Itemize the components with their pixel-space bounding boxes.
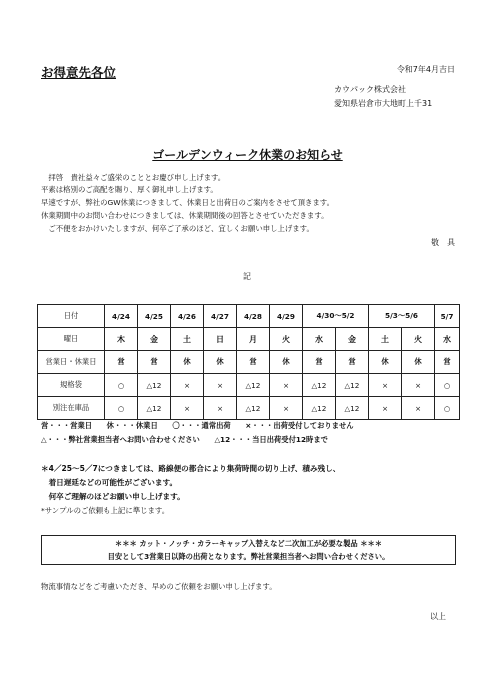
kikaku-cell: ○ <box>435 374 460 397</box>
date-cell: 4/28 <box>237 305 270 328</box>
kikaku-cell: ○ <box>105 374 138 397</box>
betchu-cell: × <box>171 397 204 420</box>
recipient-heading: お得意先各位 <box>41 65 117 80</box>
row-header-weekday: 曜日 <box>38 328 105 351</box>
status-cell: 休 <box>369 351 402 374</box>
note-line: 何卒ご理解のほどお願い申し上げます。 <box>41 492 185 501</box>
body-line: ご不便をおかけいたしますが、何卒ご了承のほど、宜しくお願い申し上げます。 <box>41 224 314 233</box>
betchu-cell: △12 <box>237 397 270 420</box>
box-line: ＊＊＊ カット・ノッチ・カラーキャップ入替えなど二次加工が必要な製品 ＊＊＊ <box>114 539 383 548</box>
body-line: 平素は格別のご高配を賜り、厚く御礼申し上げます。 <box>41 185 218 194</box>
status-cell: 休 <box>402 351 435 374</box>
kikaku-cell: × <box>402 374 435 397</box>
kikaku-cell: × <box>270 374 303 397</box>
body-line: 早速ですが、弊社のGW休業につきまして、休業日と出荷日のご案内をさせて頂きます。 <box>41 198 334 207</box>
betchu-cell: × <box>204 397 237 420</box>
date-cell: 4/26 <box>171 305 204 328</box>
secondary-processing-box <box>41 535 456 565</box>
row-header-date: 日付 <box>38 305 105 328</box>
date-cell: 5/3～5/6 <box>369 305 435 328</box>
body-line: 休業期間中のお問い合わせにつきましては、休業期間後の回答とさせていただきます。 <box>41 211 329 220</box>
end-mark: 以上 <box>430 612 446 621</box>
ki-heading: 記 <box>243 272 251 281</box>
box-line: 目安として3営業日以降の出荷となります。弊社営業担当者へお問い合わせください。 <box>107 552 390 561</box>
note-line: ＊4／25～5／7につきましては、路線便の都合により集荷時間の切り上げ、積み残し、 <box>41 464 341 473</box>
weekday-cell: 水 <box>303 328 336 351</box>
legend-line: 営・・・営業日 休・・・休業日 〇・・・通常出荷 ×・・・出荷受付しておりません <box>41 421 354 430</box>
weekday-cell: 金 <box>336 328 369 351</box>
kikaku-cell: △12 <box>303 374 336 397</box>
schedule-table <box>37 304 460 420</box>
kikaku-cell: △12 <box>138 374 171 397</box>
notice-title-text: ゴールデンウィーク休業のお知らせ <box>152 148 343 162</box>
date-cell: 4/24 <box>105 305 138 328</box>
status-cell: 営 <box>237 351 270 374</box>
weekday-cell: 金 <box>138 328 171 351</box>
date-cell: 4/27 <box>204 305 237 328</box>
betchu-cell: △12 <box>336 397 369 420</box>
kikaku-cell: × <box>171 374 204 397</box>
row-header-betchu: 別注在庫品 <box>38 397 105 420</box>
weekday-cell: 土 <box>171 328 204 351</box>
status-cell: 営 <box>105 351 138 374</box>
note-line: 着日遅延などの可能性がございます。 <box>41 478 178 487</box>
company-address: 愛知県岩倉市大地町上千31 <box>334 99 433 108</box>
status-cell: 営 <box>303 351 336 374</box>
status-cell: 休 <box>270 351 303 374</box>
row-header-status: 営業日・休業日 <box>38 351 105 374</box>
weekday-cell: 月 <box>237 328 270 351</box>
date-cell: 5/7 <box>435 305 460 328</box>
date-cell: 4/30～5/2 <box>303 305 369 328</box>
company-name: カウパック株式会社 <box>334 85 406 94</box>
status-cell: 営 <box>336 351 369 374</box>
betchu-cell: × <box>402 397 435 420</box>
table-row-dates <box>38 305 460 328</box>
notice-title <box>0 146 495 163</box>
issue-date: 令和7年4月吉日 <box>396 65 455 74</box>
kikaku-cell: △12 <box>237 374 270 397</box>
betchu-cell: × <box>270 397 303 420</box>
weekday-cell: 火 <box>402 328 435 351</box>
weekday-cell: 火 <box>270 328 303 351</box>
status-cell: 休 <box>204 351 237 374</box>
betchu-cell: ○ <box>105 397 138 420</box>
betchu-cell: ○ <box>435 397 460 420</box>
legend-line: △・・・弊社営業担当者へお問い合わせください △12・・・当日出荷受付12時まで <box>41 435 328 444</box>
date-cell: 4/25 <box>138 305 171 328</box>
note-line: *サンプルのご依頼も上記に準じます。 <box>41 506 170 515</box>
weekday-cell: 土 <box>369 328 402 351</box>
status-cell: 休 <box>171 351 204 374</box>
weekday-cell: 日 <box>204 328 237 351</box>
table-row-betchu <box>38 397 460 420</box>
table-row-status <box>38 351 460 374</box>
kikaku-cell: △12 <box>336 374 369 397</box>
status-cell: 営 <box>435 351 460 374</box>
status-cell: 営 <box>138 351 171 374</box>
betchu-cell: △12 <box>303 397 336 420</box>
table-row-kikaku <box>38 374 460 397</box>
weekday-cell: 水 <box>435 328 460 351</box>
betchu-cell: × <box>369 397 402 420</box>
date-cell: 4/29 <box>270 305 303 328</box>
body-line: 拝啓 貴社益々ご盛栄のこととお慶び申し上げます。 <box>41 173 226 182</box>
closing-keigu: 敬 具 <box>431 238 455 247</box>
final-request-line: 物流事情などをご考慮いただき、早めのご依頼をお願い申し上げます。 <box>41 582 277 591</box>
weekday-cell: 木 <box>105 328 138 351</box>
table-row-weekdays <box>38 328 460 351</box>
row-header-kikaku: 規格袋 <box>38 374 105 397</box>
kikaku-cell: × <box>369 374 402 397</box>
kikaku-cell: × <box>204 374 237 397</box>
betchu-cell: △12 <box>138 397 171 420</box>
